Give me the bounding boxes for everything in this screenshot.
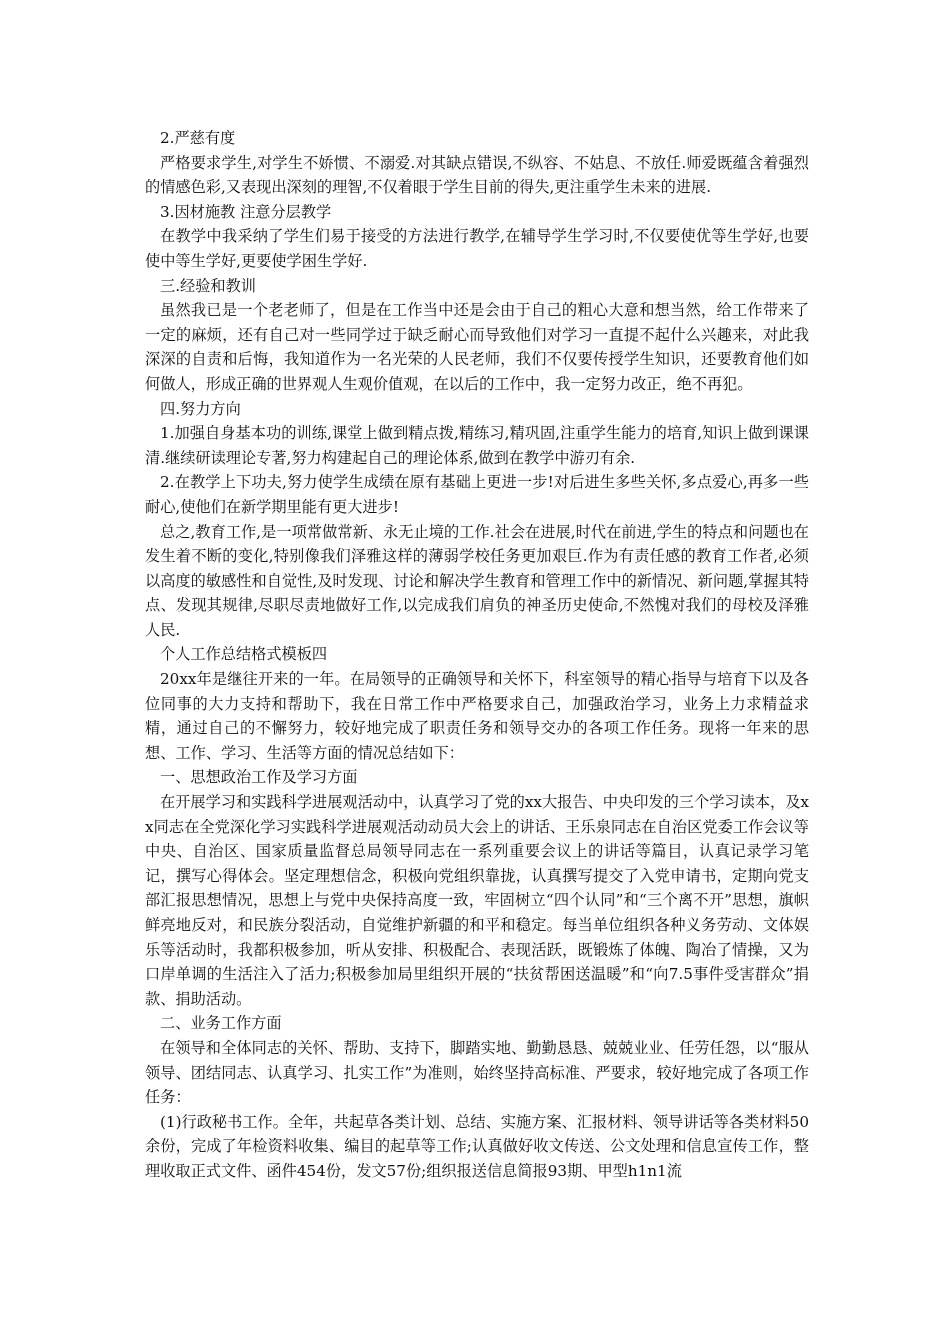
body-paragraph: 2.在教学上下功夫,努力使学生成绩在原有基础上更进一步!对后进生多些关怀,多点爱心,再多一些耐心,使他们在新学期里能有更大进步! bbox=[145, 473, 809, 516]
body-paragraph: 严格要求学生,对学生不娇惯、不溺爱.对其缺点错误,不纵容、不姑息、不放任.师爱既蕴含着强烈的情感色彩,又表现出深刻的理智,不仅着眼于学生目前的得失,更注重学生未来的进展. bbox=[145, 153, 809, 197]
body-paragraph: 虽然我已是一个老老师了，但是在工作当中还是会由于自己的粗心大意和想当然，给工作带来了一定的麻烦，还有自己对一些同学过于缺乏耐心而导致他们对学习一直提不起什么兴趣来，对此我深深的自责和后悔，我知道作为一名光荣的人民老师，我们不仅要传授学生知识，还要教育他们如何做人，形成正确的世界观人生观价值观，在以后的工作中，我一定努力改正，绝不再犯。 bbox=[145, 301, 809, 393]
body-paragraph: 在开展学习和实践科学进展观活动中，认真学习了党的xx大报告、中央印发的三个学习读本，及xx同志在全党深化学习实践科学进展观活动动员大会上的讲话、王乐泉同志在自治区党委工作会议等中央、自治区、国家质量监督总局领导同志在一系列重要会议上的讲话等篇目，认真记录学习笔记，撰写心得体会。坚定理想信念，积极向党组织靠拢，认真撰写提交了入党申请书，定期向党支部汇报思想情况，思想上与党中央保持高度一致，牢固树立“四个认同”和“三个离不开”思想，旗帜鲜亮地反对，和民族分裂活动，自觉维护新疆的和平和稳定。每当单位组织各种义务劳动、文体娱乐等活动时，我都积极参加，听从安排、积极配合、表现活跃，既锻炼了体魄、陶冶了情操，又为口岸单调的生活注入了活力;积极参加局里组织开展的“扶贫帮困送温暖”和“向7.5事件受害群众”捐款、捐助活动。 bbox=[145, 793, 809, 1008]
document-body bbox=[145, 126, 809, 1184]
section-heading: 四.努力方向 bbox=[160, 399, 241, 418]
body-paragraph: (1)行政秘书工作。全年，共起草各类计划、总结、实施方案、汇报材料、领导讲话等各类材料50余份，完成了年检资料收集、编目的起草等工作;认真做好收文传送、公文处理和信息宣传工作，整理收取正式文件、函件454份，发文57份;组织报送信息简报93期、甲型h1n1流 bbox=[145, 1112, 809, 1180]
body-paragraph: 1.加强自身基本功的训练,课堂上做到精点拨,精练习,精巩固,注重学生能力的培育,知识上做到课课清.继续研读理论专著,努力构建起自己的理论体系,做到在教学中游刃有余. bbox=[145, 424, 809, 467]
body-paragraph: 20xx年是继往开来的一年。在局领导的正确领导和关怀下，科室领导的精心指导与培育下以及各位同事的大力支持和帮助下，我在日常工作中严格要求自己，加强政治学习，业务上力求精益求精，通过自己的不懈努力，较好地完成了职责任务和领导交办的各项工作任务。现将一年来的思想、工作、学习、生活等方面的情况总结如下： bbox=[145, 670, 809, 762]
section-heading: 二、业务工作方面 bbox=[160, 1014, 282, 1033]
section-heading: 2.严慈有度 bbox=[160, 129, 236, 147]
body-paragraph: 在领导和全体同志的关怀、帮助、支持下，脚踏实地、勤勤恳恳、兢兢业业、任劳任怨，以“服从领导、团结同志、认真学习、扎实工作”为准则，始终坚持高标准、严要求，较好地完成了各项工作任务： bbox=[145, 1038, 809, 1107]
body-paragraph: 在教学中我采纳了学生们易于接受的方法进行教学,在辅导学生学习时,不仅要使优等生学好,也要使中等生学好,更要使学困生学好. bbox=[145, 227, 809, 270]
document-title: 个人工作总结格式模板四 bbox=[160, 645, 328, 664]
section-heading: 一、思想政治工作及学习方面 bbox=[160, 768, 358, 787]
section-heading: 三.经验和教训 bbox=[160, 276, 256, 295]
body-paragraph: 总之,教育工作,是一项常做常新、永无止境的工作.社会在进展,时代在前进,学生的特点和问题也在发生着不断的变化,特别像我们泽雅这样的薄弱学校任务更加艰巨.作为有责任感的教育工作者,必须以高度的敏感性和自觉性,及时发现、讨论和解决学生教育和管理工作中的新情况、新问题,掌握其特点、发现其规律,尽职尽责地做好工作,以完成我们肩负的神圣历史使命,不然愧对我们的母校及泽雅人民. bbox=[145, 522, 809, 639]
section-heading: 3.因材施教 注意分层教学 bbox=[160, 202, 332, 221]
